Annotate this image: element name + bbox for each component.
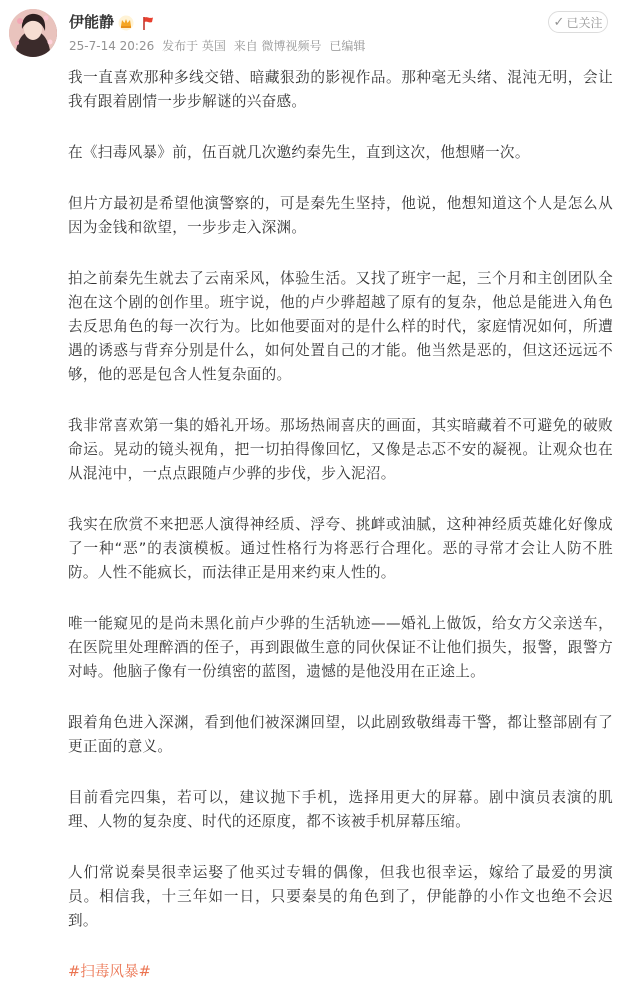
- hashtag-link[interactable]: #扫毒风暴#: [68, 963, 151, 980]
- post-paragraph: 跟着角色进入深渊，看到他们被深渊回望，以此剧致敬缉毒干警，都让整部剧有了更正面的意义。: [68, 714, 613, 755]
- crown-icon[interactable]: [118, 15, 134, 31]
- post-paragraph: 目前看完四集，若可以，建议抛下手机，选择用更大的屏幕。剧中演员表演的肌理、人物的复杂度、时代的还原度，都不该被手机屏幕压缩。: [68, 789, 613, 830]
- post-content: [68, 66, 613, 984]
- author-badges: [118, 14, 156, 32]
- post-paragraph: 我一直喜欢那种多线交错、暗藏狠劲的影视作品。那种毫无头绪、混沌无明，会让我有跟着剧情一步步解谜的兴奋感。: [68, 69, 613, 110]
- post-source[interactable]: 来自 微博视频号: [233, 39, 322, 53]
- post-paragraph: 我实在欣赏不来把恶人演得神经质、浮夸、挑衅或油腻，这种神经质英雄化好像成了一种“恶”的表演模板。通过性格行为将恶行合理化。恶的寻常才会让人防不胜防。人性不能疯长，而法律正是用来约束人性的。: [68, 516, 613, 581]
- post-edited[interactable]: 已编辑: [329, 39, 366, 53]
- follow-button[interactable]: [548, 11, 608, 33]
- post-paragraph: 但片方最初是希望他演警察的，可是秦先生坚持，他说，他想知道这个人是怎么从因为金钱和欲望，一步步走入深渊。: [68, 195, 613, 236]
- avatar[interactable]: [9, 9, 57, 57]
- post-paragraph: 唯一能窥见的是尚未黑化前卢少骅的生活轨迹——婚礼上做饭，给女方父亲送车，在医院里处理醉酒的侄子，再到跟做生意的同伙保证不让他们损失，报警，跟警方对峙。他脑子像有一份缜密的蓝图，遗憾的是他没用在正途上。: [68, 615, 613, 680]
- post-header: [0, 0, 621, 62]
- follow-label: 已关注: [566, 15, 603, 30]
- check-icon: ✓: [553, 14, 565, 30]
- post-location: 发布于 英国: [162, 39, 226, 53]
- post-paragraph: 我非常喜欢第一集的婚礼开场。那场热闹喜庆的画面，其实暗藏着不可避免的破败命运。晃动的镜头视角，把一切拍得像回忆，又像是忐忑不安的凝视。让观众也在从混沌中，一点点跟随卢少骅的步伐，步入泥沼。: [68, 417, 613, 482]
- post-paragraph: 在《扫毒风暴》前，伍百就几次邀约秦先生，直到这次，他想赌一次。: [68, 144, 530, 161]
- post-paragraph: 人们常说秦昊很幸运娶了他买过专辑的偶像，但我也很幸运，嫁给了最爱的男演员。相信我，十三年如一日，只要秦昊的角色到了，伊能静的小作文也绝不会迟到。: [68, 864, 613, 929]
- author-name[interactable]: 伊能静: [69, 13, 115, 31]
- post-timestamp[interactable]: 25-7-14 20:26: [69, 39, 155, 53]
- post-paragraph: 拍之前秦先生就去了云南采风，体验生活。又找了班宇一起，三个月和主创团队全泡在这个剧的创作里。班宇说，他的卢少骅超越了原有的复杂，他总是能进入角色去反思角色的每一次行为。比如他要面对的是什么样的时代，家庭情况如何，所遭遇的诱惑与背弃分别是什么，如何处置自己的才能。他当然是恶的，但这还远远不够，他的恶是包含人性复杂面的。: [68, 270, 613, 383]
- flag-icon[interactable]: [140, 15, 156, 31]
- post-meta: [69, 38, 369, 54]
